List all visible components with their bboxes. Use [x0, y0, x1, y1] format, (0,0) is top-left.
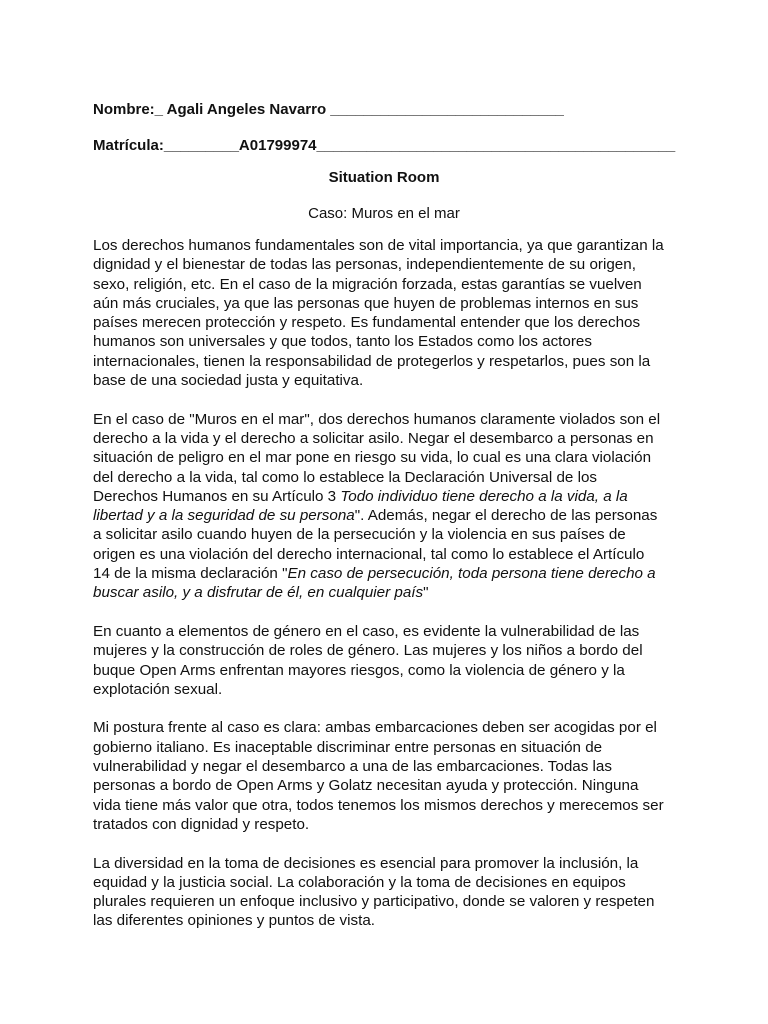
text-line: [93, 641, 683, 660]
text-line: [93, 313, 683, 332]
text-run: equidad y la justicia social. La colaboración y la toma de decisiones en equipos: [93, 873, 626, 891]
text-line: [93, 294, 683, 313]
text-run: explotación sexual.: [93, 680, 223, 698]
text-run: base de una sociedad justa y equitativa.: [93, 372, 364, 390]
text-line: [93, 468, 683, 487]
text-run: países merecen protección y respeto. Es fundamental entender que los derechos: [93, 314, 641, 332]
document-body: [93, 236, 683, 950]
text-line: [93, 371, 683, 390]
text-line: [93, 873, 683, 892]
text-line: [93, 429, 683, 448]
name-field: Nombre:_ Agali Angeles Navarro ____________________________: [93, 101, 564, 118]
text-run: situación de peligro en el mar pone en riesgo su vida, lo cual es una clara violación: [93, 449, 652, 467]
text-line: [93, 410, 683, 429]
text-line: [93, 236, 683, 255]
text-run: En cuanto a elementos de género en el caso, es evidente la vulnerabilidad de las: [93, 622, 640, 640]
text-line: [93, 796, 683, 815]
student-id-field: Matrícula:_________A01799974___________________________________________: [93, 137, 676, 154]
text-line: [93, 506, 683, 525]
paragraph: [93, 410, 683, 603]
text-run: humanos son universales y que todos, tanto los Estados como los actores: [93, 333, 592, 351]
text-run: 14 de la misma declaración ": [93, 565, 288, 583]
text-line: [93, 738, 683, 757]
text-run: Derechos Humanos en su Artículo 3: [93, 487, 341, 505]
text-run: En el caso de "Muros en el mar", dos derechos humanos claramente violados son el: [93, 410, 661, 428]
text-run: vulnerabilidad y negar el desembarco a una de las embarcaciones. Todas las: [93, 758, 612, 776]
text-line: [93, 622, 683, 641]
text-line: [93, 757, 683, 776]
text-line: [93, 776, 683, 795]
text-run: aún más cruciales, ya que las personas que huyen de problemas internos en sus: [93, 294, 639, 312]
text-run: buque Open Arms enfrentan mayores riesgos, como la violencia de género y la: [93, 661, 625, 679]
paragraph: [93, 718, 683, 834]
text-run: ": [423, 584, 429, 602]
document-title: Situation Room: [328, 169, 440, 186]
text-run: La diversidad en la toma de decisiones es esencial para promover la inclusión, la: [93, 854, 639, 872]
text-run: internacionales, tienen la responsabilidad de protegerlos y respetarlos, pues son la: [93, 352, 651, 370]
document-subtitle: Caso: Muros en el mar: [308, 205, 460, 222]
text-line: [93, 525, 683, 544]
text-run: del derecho a la vida, tal como lo establece la Declaración Universal de los: [93, 468, 597, 486]
text-line: [93, 275, 683, 294]
text-run: ". Además, negar el derecho de las personas: [354, 507, 658, 525]
text-line: [93, 815, 683, 834]
text-line: [93, 564, 683, 583]
paragraph: [93, 622, 683, 699]
italic-quote: buscar asilo, y a disfrutar de él, en cualquier país: [93, 584, 424, 602]
text-line: [93, 892, 683, 911]
paragraph: [93, 236, 683, 390]
text-run: sexo, religión, etc. En el caso de la migración forzada, estas garantías se vuelven: [93, 275, 642, 293]
text-run: Los derechos humanos fundamentales son de vital importancia, ya que garantizan la: [93, 237, 664, 254]
text-line: [93, 583, 683, 602]
text-line: [93, 332, 683, 351]
text-line: [93, 448, 683, 467]
text-line: [93, 545, 683, 564]
text-run: dignidad y el bienestar de todas las personas, independientemente de su origen,: [93, 256, 636, 274]
text-run: personas a bordo de Open Arms y Golatz necesitan ayuda y protección. Ninguna: [93, 777, 639, 795]
text-line: [93, 661, 683, 680]
text-line: [93, 911, 683, 930]
text-run: mujeres y la construcción de roles de género. Las mujeres y los niños a bordo del: [93, 642, 643, 660]
italic-quote: Todo individuo tiene derecho a la vida, a la: [340, 487, 628, 505]
italic-quote: En caso de persecución, toda persona tiene derecho a: [287, 565, 656, 583]
text-line: [93, 718, 683, 737]
text-run: a solicitar asilo cuando huyen de la persecución y la violencia en sus países de: [93, 526, 626, 544]
text-run: gobierno italiano. Es inaceptable discriminar entre personas en situación de: [93, 738, 603, 756]
paragraph: [93, 854, 683, 931]
text-run: Mi postura frente al caso es clara: ambas embarcaciones deben ser acogidas por el: [93, 719, 657, 737]
text-run: las diferentes opiniones y puntos de vista.: [93, 912, 375, 930]
text-line: [93, 352, 683, 371]
text-run: plurales requieren un enfoque inclusivo y participativo, donde se valoren y respeten: [93, 893, 655, 911]
text-run: origen es una violación del derecho internacional, tal como lo establece el Artículo: [93, 545, 645, 563]
text-run: derecho a la vida y el derecho a solicitar asilo. Negar el desembarco a personas en: [93, 429, 654, 447]
text-line: [93, 487, 683, 506]
text-line: [93, 255, 683, 274]
text-run: tratados con dignidad y respeto.: [93, 815, 310, 833]
italic-quote: libertad y a la seguridad de su persona: [93, 507, 355, 525]
text-line: [93, 680, 683, 699]
text-run: vida tiene más valor que otra, todos tenemos los mismos derechos y merecemos ser: [93, 796, 664, 814]
text-line: [93, 854, 683, 873]
